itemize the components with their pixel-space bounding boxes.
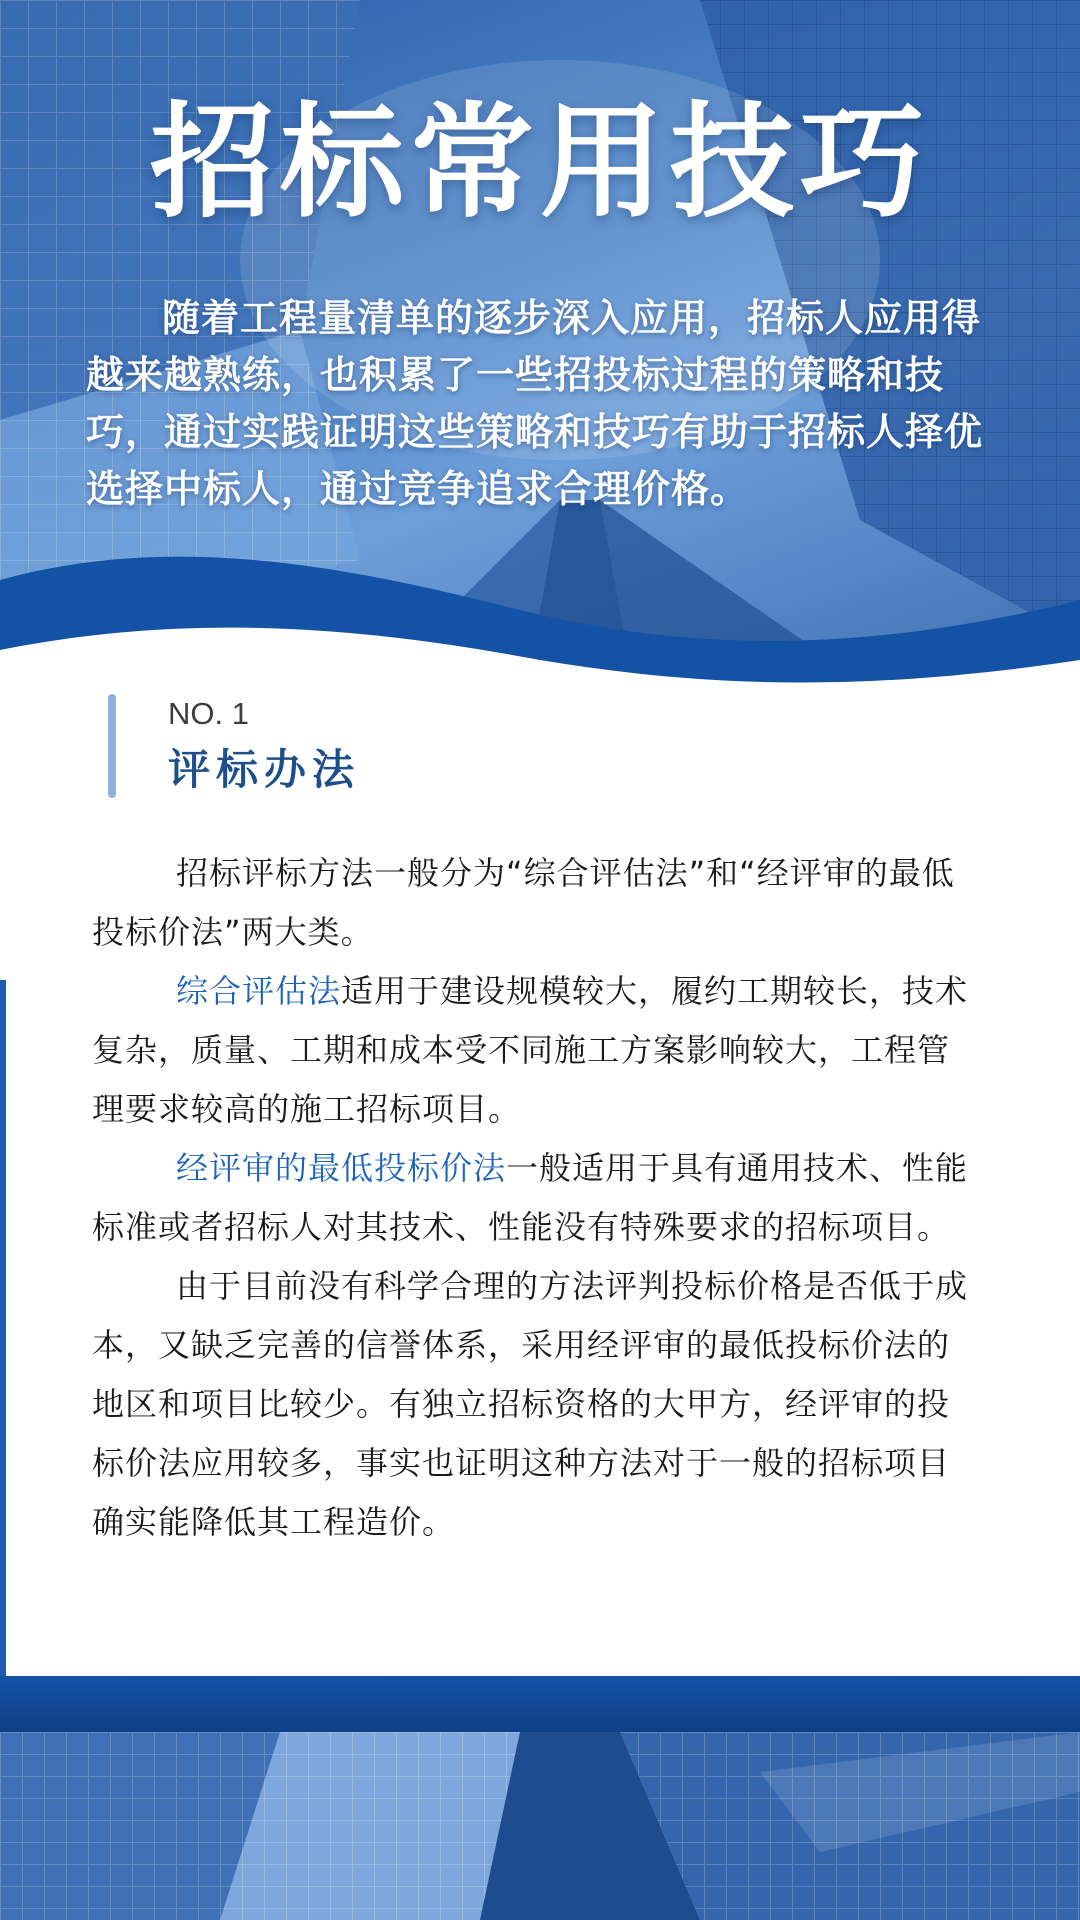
article-body bbox=[92, 844, 980, 1552]
footer-banner bbox=[0, 1676, 1080, 1920]
paragraph-3-text: 一般适用于具有通用技术、性能标准或者招标人对其技术、性能没有特殊要求的招标项目。 bbox=[92, 1149, 969, 1246]
section-accent-bar bbox=[108, 694, 116, 798]
hero-banner bbox=[0, 0, 1080, 720]
page-title: 招标常用技巧 bbox=[149, 91, 930, 235]
section-title: 评标办法 bbox=[168, 745, 361, 794]
intro-paragraph: 随着工程量清单的逐步深入应用，招标人应用得越来越熟练，也积累了一些招投标过程的策略和技巧，通过实践证明这些策略和技巧有助于招标人择优选择中标人，通过竞争追求合理价格。 bbox=[86, 296, 984, 511]
paragraph-2 bbox=[92, 962, 980, 1139]
paragraph-4 bbox=[92, 1257, 980, 1552]
paragraph-4-text: 由于目前没有科学合理的方法评判投标价格是否低于成本，又缺乏完善的信誉体系，采用经评审的最低投标价法的地区和项目比较少。有独立招标资格的大甲方，经评审的投标价法应用较多，事实也证明这种方法对于一般的招标项目确实能降低其工程造价。 bbox=[92, 1267, 969, 1541]
paragraph-2-text: 适用于建设规模较大，履约工期较长，技术复杂，质量、工期和成本受不同施工方案影响较大，工程管理要求较高的施工招标项目。 bbox=[92, 972, 969, 1128]
paragraph-1-text: 招标评标方法一般分为“综合评估法”和“经评审的最低投标价法”两大类。 bbox=[92, 854, 955, 951]
wave-divider bbox=[0, 540, 1080, 720]
highlight-comprehensive-evaluation: 综合评估法 bbox=[176, 972, 342, 1010]
paragraph-1 bbox=[92, 844, 980, 962]
footer-color-band bbox=[0, 1676, 1080, 1732]
paragraph-3 bbox=[92, 1139, 980, 1257]
footer-building-image bbox=[0, 1732, 1080, 1920]
left-accent-strip bbox=[0, 980, 6, 1680]
highlight-lowest-bid-method: 经评审的最低投标价法 bbox=[176, 1149, 507, 1187]
section-number: NO. 1 bbox=[168, 696, 249, 731]
